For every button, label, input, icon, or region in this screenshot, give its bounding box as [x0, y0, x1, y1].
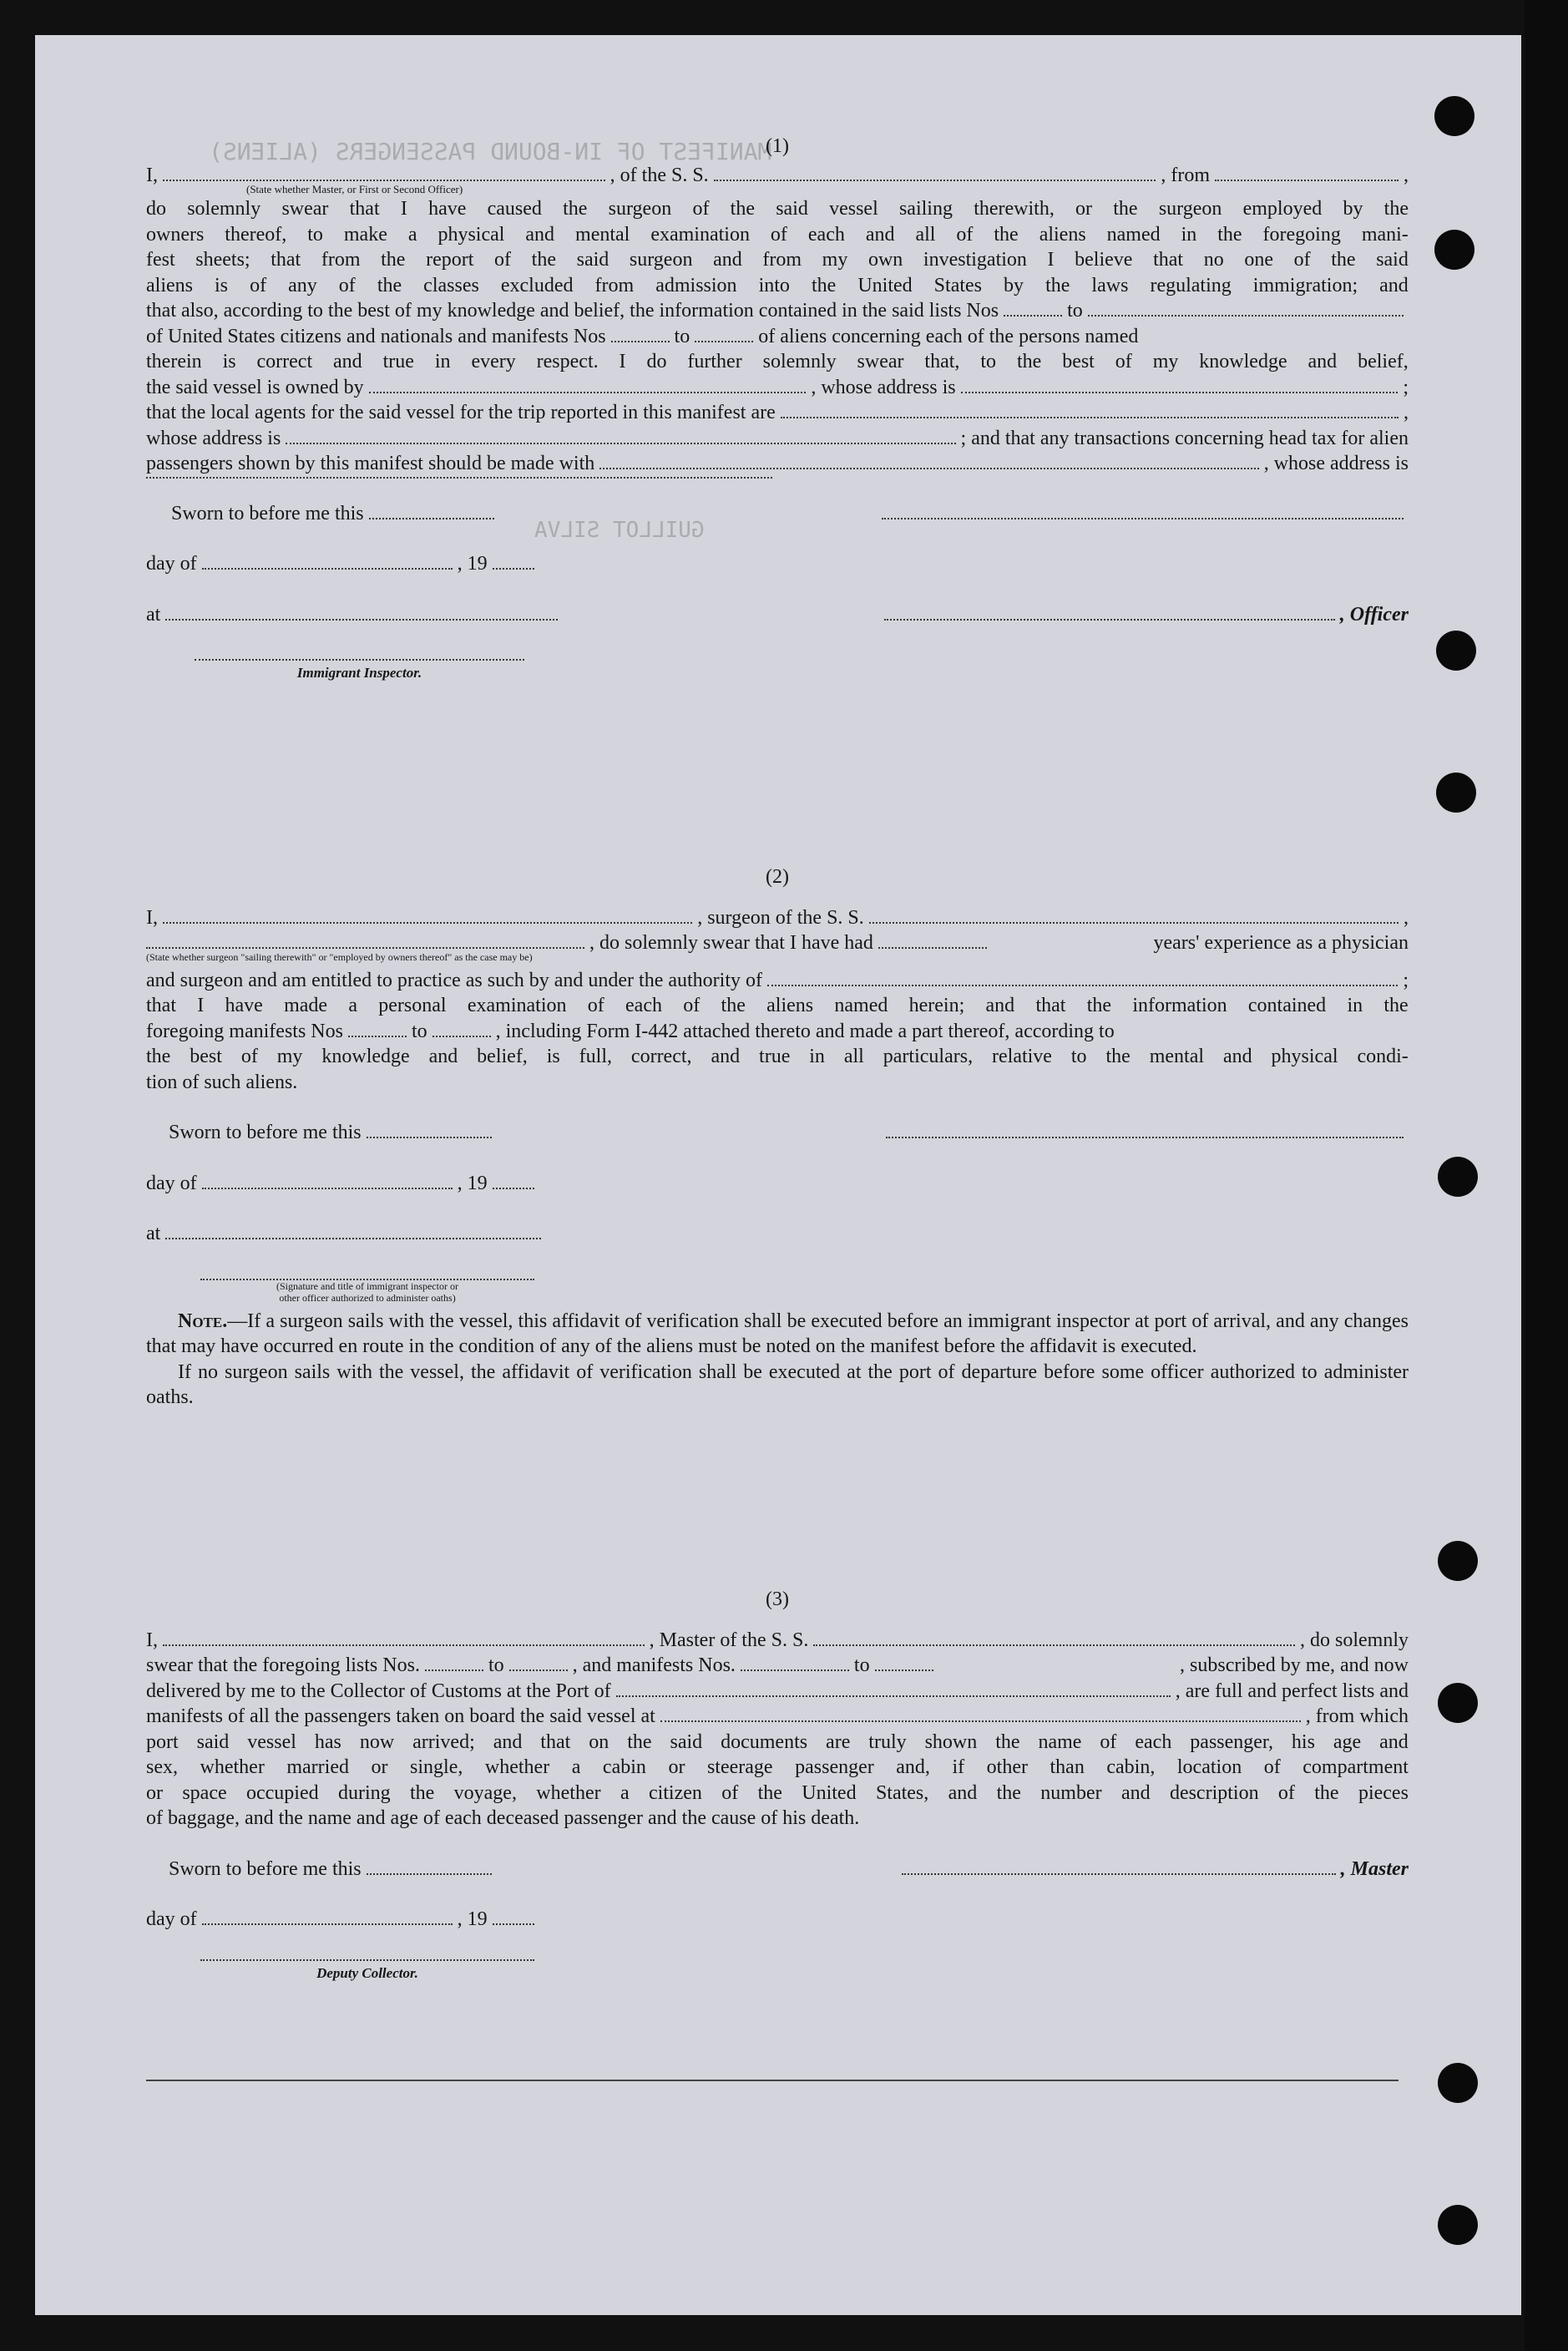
text: , whose address is	[1263, 453, 1409, 474]
text: , do solemnly swear that I have had	[589, 932, 873, 954]
punch-hole	[1438, 1157, 1478, 1197]
affidavit-master-officer	[146, 134, 1409, 687]
field-years-experience[interactable]	[878, 947, 987, 949]
text: manifests of all the passengers taken on board the said vessel at	[146, 1705, 655, 1727]
label-from: , from	[1161, 164, 1211, 186]
punct: ,	[1404, 164, 1409, 186]
text-line: do solemnly swear that I have caused the surgeon of the said vessel sailing therewith, or the surgeon employed by the	[146, 198, 1409, 220]
punct: ;	[1403, 376, 1409, 398]
label-i: I,	[146, 1629, 158, 1651]
text-line: or space occupied during the voyage, whether a citizen of the United States, and the number and description of the pieces	[146, 1781, 1409, 1804]
field-sworn-day[interactable]	[367, 1137, 492, 1138]
field-vessel-name[interactable]	[869, 922, 1399, 924]
text-line: the best of my knowledge and belief, is full, correct, and true in all particulars, relative to the mental and physical condi-	[146, 1046, 1409, 1067]
field-manifests-from[interactable]	[611, 341, 670, 342]
bleed-through-text: GUILLOT SILVA	[534, 518, 705, 543]
sworn-label: Sworn to before me this	[169, 1857, 362, 1880]
field-agents-address[interactable]	[286, 443, 955, 444]
field-sworn-day[interactable]	[369, 518, 494, 519]
year-label: , 19	[457, 553, 488, 575]
officer-label: , Officer	[1339, 603, 1409, 626]
punch-hole	[1438, 2205, 1478, 2245]
field-head-tax-contact[interactable]	[599, 468, 1258, 469]
field-sworn-blank[interactable]	[882, 518, 1404, 519]
affidavit-surgeon	[146, 864, 1409, 1411]
at-label: at	[146, 603, 161, 626]
sworn-label: Sworn to before me this	[171, 502, 364, 524]
punch-hole	[1438, 2063, 1478, 2103]
label-i: I,	[146, 906, 158, 929]
section-number: (2)	[766, 866, 789, 888]
section-number: (1)	[766, 135, 789, 157]
text: passengers shown by this manifest should be made with	[146, 453, 595, 474]
field-local-agents[interactable]	[781, 417, 1399, 418]
field-sworn-day[interactable]	[367, 1873, 492, 1875]
field-boarding-port[interactable]	[660, 1720, 1301, 1722]
field-lists-from[interactable]	[1004, 315, 1062, 317]
field-port[interactable]	[616, 1695, 1171, 1697]
field-manifests-to[interactable]	[432, 1036, 491, 1037]
text: , from which	[1305, 1705, 1409, 1727]
text: delivered by me to the Collector of Customs at the Port of	[146, 1680, 611, 1702]
text: ; and that any transactions concerning head tax for alien	[960, 427, 1409, 449]
field-owner[interactable]	[369, 392, 807, 393]
field-surgeon-name[interactable]	[163, 922, 692, 924]
text-line: of baggage, and the name and age of each deceased passenger and the cause of his death.	[146, 1807, 860, 1829]
text-line: therein is correct and true in every respect. I do further solemnly swear that, to the best of my knowledge and belief,	[146, 351, 1409, 372]
field-place[interactable]	[165, 619, 558, 621]
bleed-through-text: MANIFEST OF IN-BOUND PASSENGERS (ALIENS)	[209, 138, 772, 165]
text: , subscribed by me, and now	[1180, 1654, 1409, 1676]
punch-hole	[1434, 230, 1474, 270]
text: whose address is	[146, 427, 281, 449]
text: of aliens concerning each of the persons named	[758, 325, 1139, 347]
field-month[interactable]	[202, 1188, 453, 1189]
scan-edge	[1525, 0, 1568, 2351]
text: to	[411, 1020, 427, 1042]
field-vessel-name[interactable]	[813, 1644, 1295, 1646]
text-line: sex, whether married or single, whether a cabin or steerage passenger and, if other than cabin, location of compartment	[146, 1756, 1409, 1778]
text-line: fest sheets; that from the report of the said surgeon and from my own investigation I believe that no one of the said	[146, 249, 1409, 271]
field-surgeon-signature[interactable]	[886, 1137, 1404, 1138]
sworn-label: Sworn to before me this	[169, 1122, 362, 1143]
text: to	[674, 325, 690, 347]
field-manifests-from[interactable]	[348, 1036, 407, 1037]
punct: ;	[1403, 969, 1409, 991]
text: and surgeon and am entitled to practice as such by and under the authority of	[146, 969, 762, 991]
bottom-rule	[146, 2080, 1399, 2081]
text: , whose address is	[811, 376, 956, 398]
note-text-2: If no surgeon sails with the vessel, the affidavit of verification shall be executed at the port of departure before some officer authorized to administer oaths.	[146, 1360, 1409, 1408]
signature-caption: other officer authorized to administer oaths)	[279, 1291, 456, 1304]
text: , Master of the S. S.	[649, 1629, 809, 1651]
master-label: , Master	[1340, 1857, 1409, 1880]
text: , and manifests Nos.	[572, 1654, 736, 1676]
field-lists-to[interactable]	[509, 1670, 568, 1671]
note-text: —If a surgeon sails with the vessel, this affidavit of verification shall be executed before an immigrant inspector at port of arrival, and any changes that may have occurred en route in the condition of any of the aliens must be noted on the manifest before the affidavit is executed.	[146, 1310, 1409, 1357]
punch-hole	[1436, 631, 1476, 671]
field-vessel-name[interactable]	[714, 180, 1156, 181]
field-lists-from[interactable]	[425, 1670, 483, 1671]
text-line: of United States citizens and nationals and manifests Nos	[146, 325, 606, 347]
text-line: owners thereof, to make a physical and mental examination of each and all of the aliens named in the foregoing mani-	[146, 223, 1409, 246]
punch-hole	[1438, 1683, 1478, 1723]
field-officer-signature[interactable]	[884, 619, 1335, 621]
text: , including Form I-442 attached thereto and made a part thereof, according to	[495, 1020, 1115, 1042]
text-line: that I have made a personal examination of each of the aliens named herein; and that the information contained in the	[146, 995, 1409, 1016]
field-owner-address[interactable]	[961, 392, 1399, 393]
field-surgeon-status[interactable]	[146, 947, 584, 949]
signature-caption: (Signature and title of immigrant inspector or	[276, 1279, 458, 1292]
field-month[interactable]	[202, 1923, 453, 1925]
text: the said vessel is owned by	[146, 376, 364, 398]
text: , surgeon of the S. S.	[697, 906, 864, 929]
state-note: (State whether surgeon "sailing therewith" or "employed by owners thereof" as the case may be)	[146, 950, 533, 963]
day-of-label: day of	[146, 553, 197, 575]
field-manifests-to[interactable]	[875, 1670, 933, 1671]
note-block	[146, 1309, 1409, 1360]
text: to	[853, 1654, 870, 1676]
punct: ,	[1404, 906, 1409, 929]
text: to	[488, 1654, 504, 1676]
label-of-ss: , of the S. S.	[609, 164, 709, 186]
at-label: at	[146, 1223, 161, 1244]
inspector-caption: Immigrant Inspector.	[296, 665, 422, 681]
field-year[interactable]	[493, 1188, 534, 1189]
field-officer-name[interactable]	[163, 180, 605, 181]
field-year[interactable]	[493, 568, 534, 570]
text: swear that the foregoing lists Nos.	[146, 1654, 420, 1676]
field-master-signature[interactable]	[902, 1873, 1336, 1875]
day-of-label: day of	[146, 1908, 197, 1930]
text: to	[1067, 300, 1083, 322]
day-of-label: day of	[146, 1172, 197, 1194]
text: , do solemnly	[1300, 1629, 1409, 1651]
punch-hole	[1438, 1541, 1478, 1581]
field-manifests-to[interactable]	[695, 341, 753, 342]
field-master-name[interactable]	[163, 1644, 645, 1646]
text-line: tion of such aliens.	[146, 1071, 298, 1093]
field-head-tax-address[interactable]	[146, 477, 772, 479]
state-note: (State whether Master, or First or Second Officer)	[246, 183, 463, 195]
text-line: port said vessel has now arrived; and that on the said documents are truly shown the name of each passenger, his age and	[146, 1730, 1409, 1753]
year-label: , 19	[457, 1908, 488, 1930]
field-lists-to[interactable]	[1088, 315, 1404, 317]
year-label: , 19	[457, 1172, 488, 1194]
punct: ,	[1404, 402, 1409, 423]
text-line: that also, according to the best of my knowledge and belief, the information contained in the said lists Nos	[146, 300, 999, 322]
label-i: I,	[146, 164, 158, 186]
field-authority[interactable]	[767, 985, 1398, 986]
note-label: Note.	[178, 1310, 228, 1332]
section-number: (3)	[766, 1588, 789, 1610]
collector-caption: Deputy Collector.	[316, 1964, 418, 1981]
affidavit-master	[146, 1587, 1409, 1986]
text-line: aliens is of any of the classes excluded from admission into the United States by the laws regulating immigration; and	[146, 274, 1409, 296]
text: , are full and perfect lists and	[1175, 1680, 1409, 1702]
field-year[interactable]	[493, 1923, 534, 1925]
field-from-port[interactable]	[1215, 180, 1399, 181]
text: that the local agents for the said vessel for the trip reported in this manifest are	[146, 402, 776, 423]
field-place[interactable]	[165, 1238, 541, 1239]
text: years' experience as a physician	[1153, 932, 1409, 954]
field-manifests-from[interactable]	[741, 1670, 849, 1671]
field-month[interactable]	[202, 568, 453, 570]
punch-hole	[1434, 96, 1474, 136]
text: foregoing manifests Nos	[146, 1020, 343, 1042]
punch-hole	[1436, 773, 1476, 813]
